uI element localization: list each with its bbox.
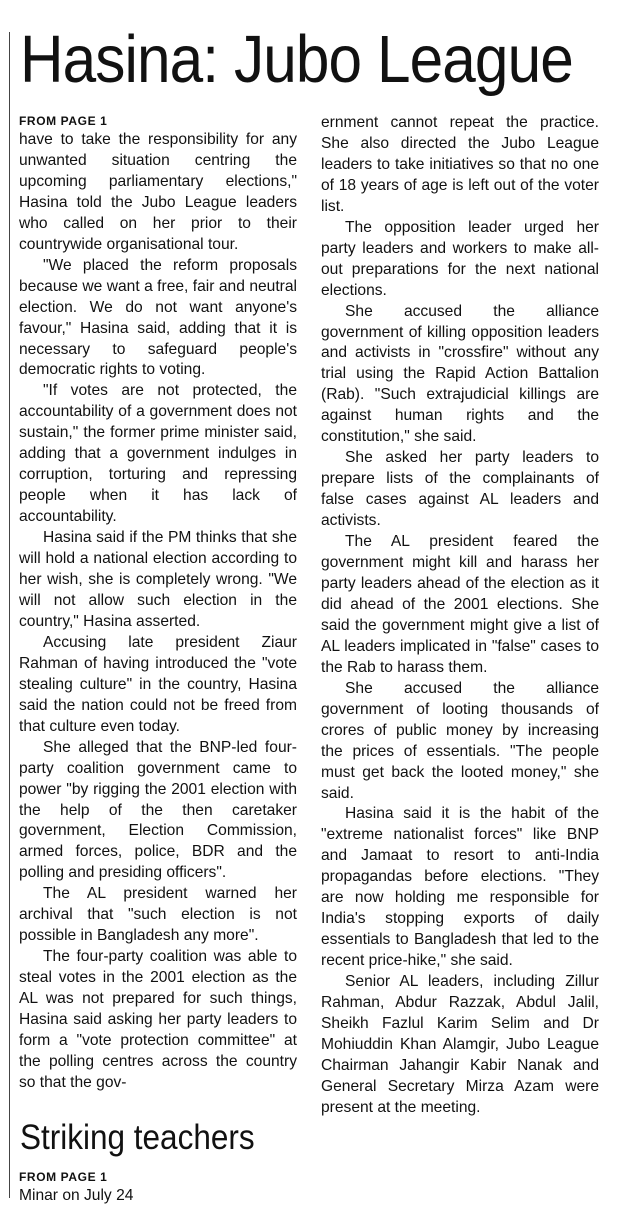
paragraph: Hasina said if the PM thinks that she will hold a national election according to her wish, she is completely wrong. "We will not allow such election in the country," Hasina asserted. [19,529,297,630]
paragraph: have to take the responsibility for any unwanted situation centring the upcoming parliamentary elections," Hasina told the Jubo League leaders who called on her prior to their countrywide organisational tour. [19,131,297,253]
paragraph: The opposition leader urged her party leaders and workers to make all-out preparations for the next national elections. [321,218,599,299]
paragraph: The AL president warned her archival that "such election is not possible in Bangladesh any more". [19,885,297,945]
paragraph: She accused the alliance government of looting thousands of crores of public money by increasing the prices of essentials. "The people must get back the looted money," she said. [321,679,599,802]
column-rule [9,32,10,1198]
from-page-kicker: FROM PAGE 1 [19,114,108,128]
paragraph: "If votes are not protected, the accountability of a government does not sustain," the former prime minister said, adding that a government indulges in corruption, torturing and repressing people when it has lack of accountability. [19,382,297,526]
article-column-left [19,113,297,1094]
paragraph: The AL president feared the government might kill and harass her party leaders ahead of the election as it did ahead of the 2001 elections. She said the government might give a list of AL leaders implicated in "false" cases to the Rab to harass them. [321,533,599,676]
paragraph: The four-party coalition was able to steal votes in the 2001 election as the AL was not prepared for such things, Hasina said asking her party leaders to form a "vote protection committee" at the polling centres across the country so that the gov- [19,948,297,1091]
article-column-right [321,113,599,1119]
second-headline: Striking teachers [20,1118,255,1157]
second-article-first-line: Minar on July 24 [19,1187,134,1204]
paragraph: "We placed the reform proposals because we want a free, fair and neutral election. We do not want anyone's favour," Hasina said, adding that it is necessary to safeguard people's democratic rights to voting. [19,256,297,379]
paragraph: She alleged that the BNP-led four-party coalition government came to power "by rigging the 2001 election with the help of the then caretaker government, Election Commission, armed forces, police, BDR and the polling and presiding officers". [19,738,297,882]
paragraph: Hasina said it is the habit of the "extreme nationalist forces" like BNP and Jamaat to resort to anti-India propagandas before elections. "They are now holding me responsible for India's stopping exports of daily essentials to Bangladesh that led to the recent price-hike," she said. [321,805,599,970]
headline: Hasina: Jubo League [20,22,573,97]
paragraph: Accusing late president Ziaur Rahman of having introduced the "vote stealing culture" in the country, Hasina said the nation could not be freed from that culture even today. [19,633,297,735]
paragraph: Senior AL leaders, including Zillur Rahman, Abdur Razzak, Abdul Jalil, Sheikh Fazlul Karim Selim and Dr Mohiuddin Khan Alamgir, Jubo League Chairman Jahangir Kabir Nanak and General Secretary Mirza Azam were present at the meeting. [321,973,599,1116]
paragraph: She accused the alliance government of killing opposition leaders and activists in "crossfire" without any trial using the Rapid Action Battalion (Rab). "Such extrajudicial killings are against human rights and the constitution," she said. [321,302,599,446]
paragraph: She asked her party leaders to prepare lists of the complainants of false cases against AL leaders and activists. [321,449,599,530]
paragraph: ernment cannot repeat the practice. She also directed the Jubo League leaders to take initiatives so that no one of 18 years of age is left out of the voter list. [321,114,599,215]
second-from-page-kicker: FROM PAGE 1 [19,1170,108,1184]
